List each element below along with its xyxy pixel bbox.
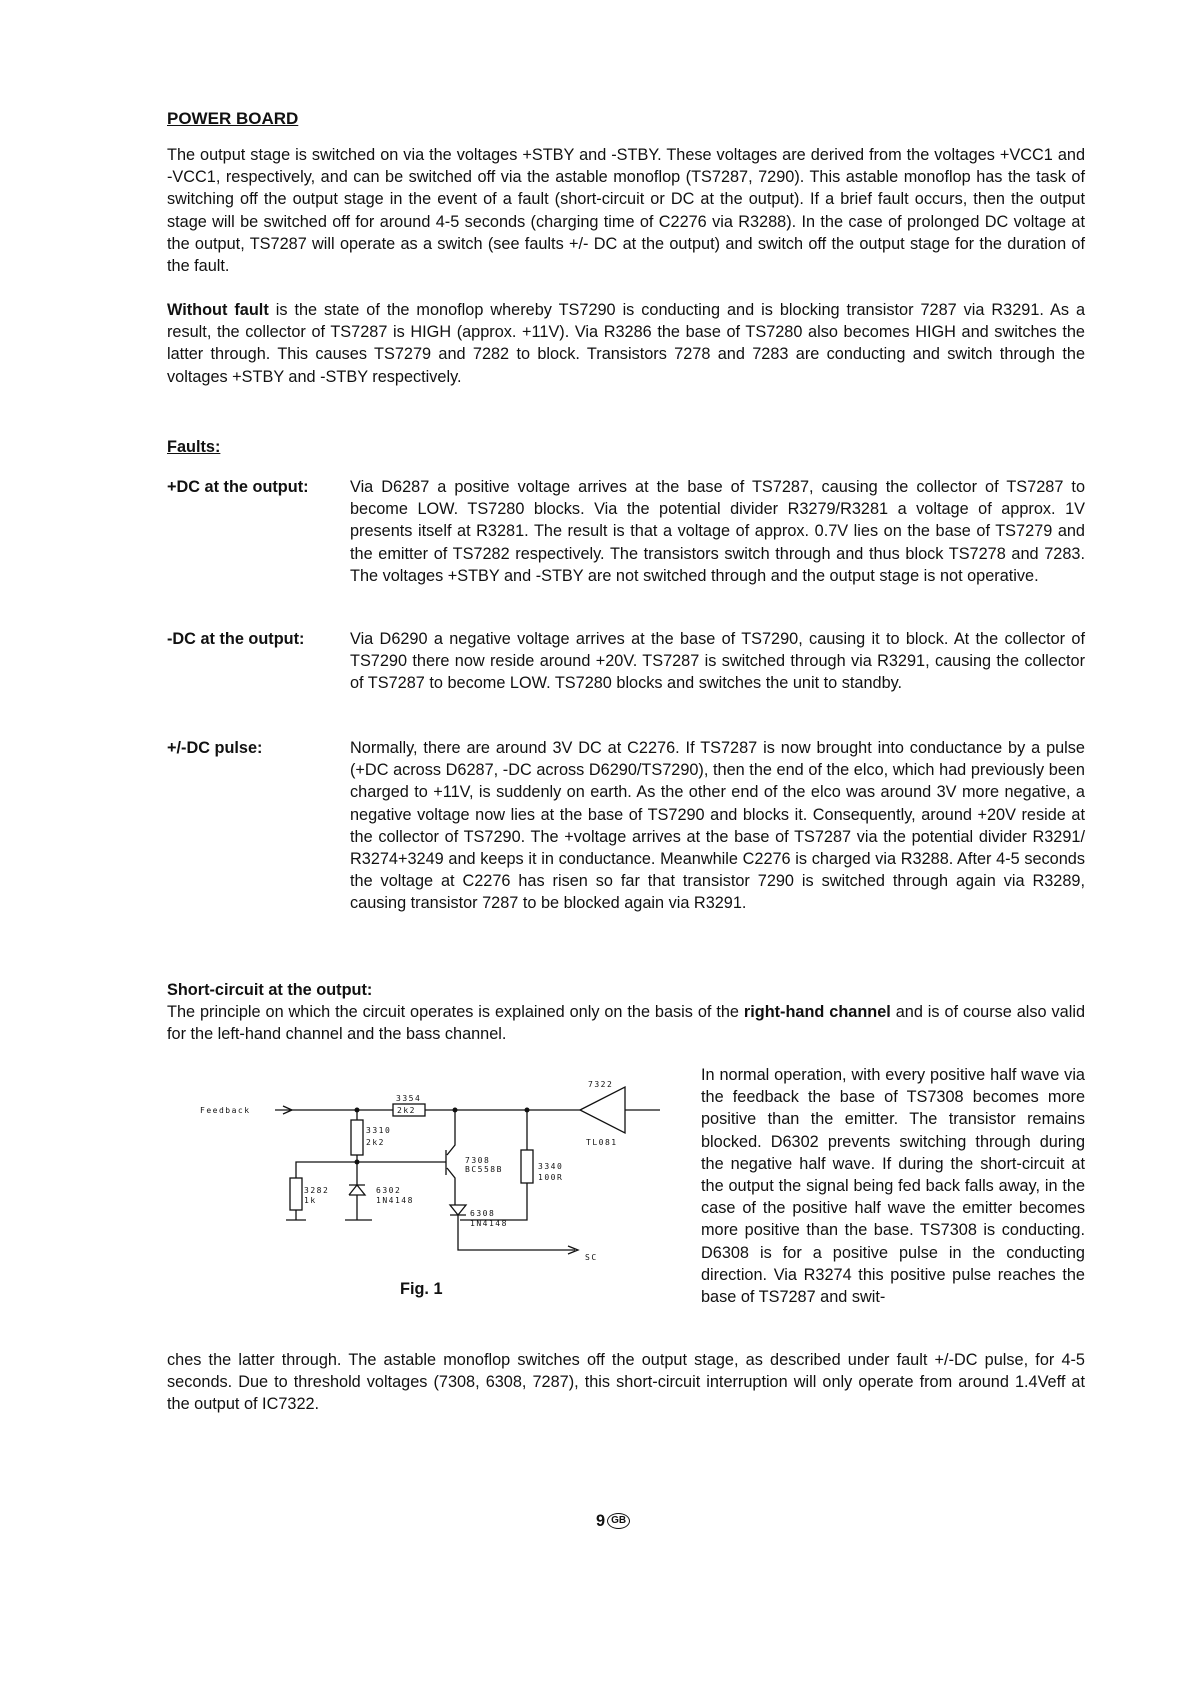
diode-6302 [345, 1162, 372, 1220]
fault-label: -DC at the output: [167, 630, 305, 648]
r3282-value: 1k [304, 1196, 317, 1205]
resistor-3340 [521, 1150, 533, 1183]
t7308-label: 7308 [465, 1156, 491, 1165]
d6302-label: 6302 [376, 1186, 402, 1195]
resistor-3310 [351, 1120, 363, 1155]
sc-label: SC [585, 1253, 598, 1262]
r3310-value: 2k2 [366, 1138, 385, 1147]
r3340-label: 3340 [538, 1162, 564, 1171]
short-circuit-side-text: In normal operation, with every positive half wave via the feedback the base of TS7308 becomes more positive than the emitter. The transistor remains blocked. D6302 prevents switching through during the negative half wave. If during the short-circuit at the output the signal being fed back falls away, in the case of the positive half wave the emitter becomes more positive than the base. TS7308 is conducting. D6308 is for a positive pulse in the conducting direction. Via R3274 this positive pulse reaches the base of TS7287 and swit- [701, 1066, 1085, 1307]
ic-type: TL081 [586, 1138, 618, 1147]
r3354-value: 2k2 [397, 1106, 416, 1115]
intro-text: The principle on which the circuit operates is explained only on the basis of the [167, 1003, 744, 1021]
without-fault-text: is the state of the monoflop whereby TS7290 is conducting and is blocking transistor 7287 via R3291. As a result, the collector of TS7287 is HIGH (approx. +11V). Via R3286 the base of TS7280 also becomes HIGH and switches the latter through. This causes TS7279 and 7282 to block. Transistors 7278 and 7283 are conducting and switch through the voltages +STBY and -STBY respectively. [167, 301, 1085, 386]
opamp-7322 [580, 1087, 660, 1133]
page-number-text: 9 [596, 1512, 606, 1530]
d6308-type: 1N4148 [470, 1219, 508, 1228]
fault-description: Via D6290 a negative voltage arrives at the base of TS7290, causing it to block. At the collector of TS7290 there now reside around +20V. TS7287 is switched through via R3291, causing the collector of TS7287 to become LOW. TS7280 blocks and switches the unit to standby. [350, 630, 1085, 693]
fault-description: Via D6287 a positive voltage arrives at the base of TS7287, causing the collector of TS7287 to become LOW. TS7280 blocks. Via the potential divider R3279/R3281 a voltage of approx. 1V presents itself at R3281. The result is that a voltage of approx. 0.7V lies on the base of TS7279 and the emitter of TS7282 respectively. The transistors switch through and thus block TS7278 and 7283. The voltages +STBY and -STBY are not switched through and the output stage is not operative. [350, 478, 1085, 585]
faults-heading: Faults: [167, 438, 221, 456]
resistor-3282 [290, 1178, 302, 1210]
feedback-label: Feedback [200, 1106, 251, 1115]
r3282-label: 3282 [304, 1186, 330, 1195]
without-fault-label: Without fault [167, 301, 269, 319]
transistor-7308 [357, 1110, 455, 1205]
fault-label: +/-DC pulse: [167, 739, 263, 757]
ic7322-label: 7322 [588, 1080, 614, 1089]
d6302-type: 1N4148 [376, 1196, 414, 1205]
intro-paragraph: The output stage is switched on via the voltages +STBY and -STBY. These voltages are derived from the voltages +VCC1 and -VCC1, respectively, and can be switched off via the astable monoflop (TS7287, 7290). This astable monoflop has the task of switching off the output stage in the event of a fault (short-circuit or DC at the output). If a brief fault occurs, then the output stage will be switched off for around 4-5 seconds (charging time of C2276 via R3288). In the case of prolonged DC voltage at the output, TS7287 will operate as a switch (see faults +/- DC at the output) and switch off the output stage for the duration of the fault. [167, 146, 1085, 276]
diode-6308 [450, 1205, 575, 1250]
r3340-value: 100R [538, 1173, 564, 1182]
d6308-label: 6308 [470, 1209, 496, 1218]
language-badge: GB [607, 1513, 630, 1529]
r3354-label: 3354 [396, 1094, 422, 1103]
short-circuit-continued: ches the latter through. The astable monoflop switches off the output stage, as described under fault +/-DC pulse, for 4-5 seconds. Due to threshold voltages (7308, 6308, 7287), this short-circuit interruption will only operate from around 1.4Veff at the output of IC7322. [167, 1351, 1085, 1414]
fault-description: Normally, there are around 3V DC at C2276. If TS7287 is now brought into conductance by a pulse (+DC across D6287, -DC across D6290/TS7290), then the end of the elco, which had previously been charged to +11V, is suddenly on earth. As the other end of the elco was around 3V more negative, a negative voltage now lies at the base of TS7290 and blocks it. Consequently, around +20V reside at the collector of TS7290. The +voltage arrives at the base of TS7287 via the potential divider R3291/ R3274+3249 and keeps it in conductance. Meanwhile C2276 is charged via R3288. After 4-5 seconds the voltage at C2276 has risen so far that transistor 7290 is switched through again via R3289, causing transistor 7287 to be blocked again via R3291. [350, 739, 1085, 913]
short-circuit-heading: Short-circuit at the output: [167, 981, 373, 999]
t7308-type: BC558B [465, 1165, 503, 1174]
figure-caption: Fig. 1 [400, 1280, 443, 1298]
page-title: POWER BOARD [167, 109, 299, 128]
r3310-label: 3310 [366, 1126, 392, 1135]
intro-text: and is of course also valid for the left-hand channel and the bass channel. [167, 1003, 1085, 1044]
page-number [596, 1510, 630, 1532]
intro-bold: right-hand channel [743, 1003, 891, 1021]
fault-label: +DC at the output: [167, 478, 309, 496]
